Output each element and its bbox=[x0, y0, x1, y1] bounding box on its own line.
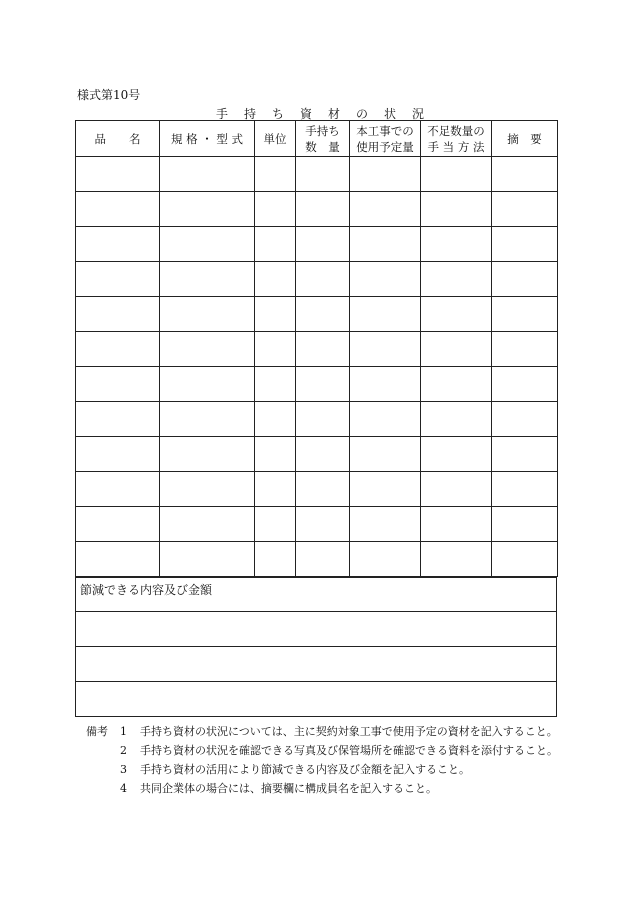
header-shortage-method: 不足数量の 手 当 方 法 bbox=[421, 121, 492, 157]
table-cell[interactable] bbox=[255, 437, 296, 472]
table-cell[interactable] bbox=[492, 402, 558, 437]
table-row bbox=[76, 472, 558, 507]
table-cell[interactable] bbox=[296, 332, 350, 367]
header-remarks: 摘 要 bbox=[492, 121, 558, 157]
table-cell[interactable] bbox=[255, 262, 296, 297]
table-cell[interactable] bbox=[76, 542, 160, 577]
table-cell[interactable] bbox=[350, 262, 421, 297]
table-cell[interactable] bbox=[296, 262, 350, 297]
table-cell[interactable] bbox=[350, 507, 421, 542]
table-cell[interactable] bbox=[160, 472, 255, 507]
table-cell[interactable] bbox=[492, 227, 558, 262]
savings-cell[interactable] bbox=[76, 612, 557, 647]
table-row bbox=[76, 297, 558, 332]
remark-number: 1 bbox=[120, 725, 127, 738]
table-cell[interactable] bbox=[296, 437, 350, 472]
table-cell[interactable] bbox=[492, 157, 558, 192]
table-cell[interactable] bbox=[492, 367, 558, 402]
table-cell[interactable] bbox=[492, 332, 558, 367]
table-cell[interactable] bbox=[421, 542, 492, 577]
table-cell[interactable] bbox=[421, 227, 492, 262]
table-row bbox=[76, 437, 558, 472]
remark-number: 4 bbox=[120, 782, 127, 795]
table-row bbox=[76, 192, 558, 227]
header-item-name: 品 名 bbox=[76, 121, 160, 157]
table-cell[interactable] bbox=[160, 227, 255, 262]
table-cell[interactable] bbox=[255, 157, 296, 192]
table-cell[interactable] bbox=[160, 542, 255, 577]
table-cell[interactable] bbox=[350, 192, 421, 227]
table-cell[interactable] bbox=[296, 227, 350, 262]
savings-table bbox=[75, 611, 557, 717]
table-cell[interactable] bbox=[76, 262, 160, 297]
table-cell[interactable] bbox=[160, 262, 255, 297]
table-cell[interactable] bbox=[350, 332, 421, 367]
table-cell[interactable] bbox=[76, 507, 160, 542]
table-cell[interactable] bbox=[421, 367, 492, 402]
table-cell[interactable] bbox=[255, 192, 296, 227]
table-cell[interactable] bbox=[421, 262, 492, 297]
table-cell[interactable] bbox=[421, 437, 492, 472]
table-row bbox=[76, 507, 558, 542]
table-cell[interactable] bbox=[160, 192, 255, 227]
materials-table bbox=[75, 120, 558, 577]
table-cell[interactable] bbox=[76, 472, 160, 507]
table-cell[interactable] bbox=[255, 227, 296, 262]
table-cell[interactable] bbox=[76, 297, 160, 332]
document-title: 手 持 ち 資 材 の 状 況 bbox=[215, 107, 426, 121]
table-row bbox=[76, 227, 558, 262]
table-cell[interactable] bbox=[76, 402, 160, 437]
table-cell[interactable] bbox=[421, 507, 492, 542]
form-number: 様式第10号 bbox=[77, 88, 141, 102]
header-planned-usage: 本工事での 使用予定量 bbox=[350, 121, 421, 157]
table-cell[interactable] bbox=[76, 157, 160, 192]
savings-cell[interactable] bbox=[76, 647, 557, 682]
table-cell[interactable] bbox=[160, 507, 255, 542]
table-cell[interactable] bbox=[76, 192, 160, 227]
table-cell[interactable] bbox=[492, 472, 558, 507]
table-cell[interactable] bbox=[350, 437, 421, 472]
table-cell[interactable] bbox=[492, 262, 558, 297]
table-cell[interactable] bbox=[350, 472, 421, 507]
table-cell[interactable] bbox=[255, 367, 296, 402]
table-cell[interactable] bbox=[492, 507, 558, 542]
table-cell[interactable] bbox=[350, 157, 421, 192]
header-on-hand-quantity: 手持ち 数 量 bbox=[296, 121, 350, 157]
savings-section bbox=[75, 577, 557, 612]
savings-row bbox=[76, 612, 557, 647]
table-cell[interactable] bbox=[160, 332, 255, 367]
table-cell[interactable] bbox=[296, 402, 350, 437]
table-cell[interactable] bbox=[492, 437, 558, 472]
table-cell[interactable] bbox=[350, 542, 421, 577]
table-cell[interactable] bbox=[76, 227, 160, 262]
table-cell[interactable] bbox=[160, 367, 255, 402]
table-cell[interactable] bbox=[421, 192, 492, 227]
table-cell[interactable] bbox=[296, 297, 350, 332]
remark-number: 3 bbox=[120, 763, 127, 776]
table-cell[interactable] bbox=[421, 472, 492, 507]
table-cell[interactable] bbox=[350, 367, 421, 402]
table-row bbox=[76, 402, 558, 437]
table-row bbox=[76, 262, 558, 297]
table-cell[interactable] bbox=[160, 437, 255, 472]
table-cell[interactable] bbox=[296, 542, 350, 577]
table-cell[interactable] bbox=[492, 297, 558, 332]
table-cell[interactable] bbox=[421, 332, 492, 367]
table-cell[interactable] bbox=[160, 402, 255, 437]
table-cell[interactable] bbox=[296, 367, 350, 402]
table-cell[interactable] bbox=[255, 507, 296, 542]
table-cell[interactable] bbox=[296, 192, 350, 227]
table-cell[interactable] bbox=[160, 297, 255, 332]
table-cell[interactable] bbox=[255, 542, 296, 577]
remark-number: 2 bbox=[120, 744, 127, 757]
table-row bbox=[76, 367, 558, 402]
remark-text: 手持ち資材の状況については、主に契約対象工事で使用予定の資材を記入すること。 bbox=[140, 725, 558, 738]
savings-cell[interactable] bbox=[76, 682, 557, 717]
table-row bbox=[76, 157, 558, 192]
table-cell[interactable] bbox=[421, 297, 492, 332]
table-cell[interactable] bbox=[421, 157, 492, 192]
table-cell[interactable] bbox=[255, 332, 296, 367]
header-spec-model: 規 格 ・ 型 式 bbox=[160, 121, 255, 157]
savings-row bbox=[76, 682, 557, 717]
table-cell[interactable] bbox=[350, 227, 421, 262]
table-cell[interactable] bbox=[492, 192, 558, 227]
header-unit: 単位 bbox=[255, 121, 296, 157]
table-cell[interactable] bbox=[296, 157, 350, 192]
table-cell[interactable] bbox=[350, 402, 421, 437]
table-cell[interactable] bbox=[492, 542, 558, 577]
table-row bbox=[76, 332, 558, 367]
table-cell[interactable] bbox=[76, 437, 160, 472]
remarks-label: 備考 bbox=[86, 725, 108, 738]
table-row bbox=[76, 542, 558, 577]
table-cell[interactable] bbox=[296, 507, 350, 542]
table-cell[interactable] bbox=[255, 297, 296, 332]
savings-row bbox=[76, 647, 557, 682]
remarks-section bbox=[86, 722, 566, 798]
table-cell[interactable] bbox=[421, 402, 492, 437]
table-cell[interactable] bbox=[160, 157, 255, 192]
savings-label: 節減できる内容及び金額 bbox=[80, 583, 213, 597]
table-cell[interactable] bbox=[255, 472, 296, 507]
table-cell[interactable] bbox=[255, 402, 296, 437]
table-cell[interactable] bbox=[350, 297, 421, 332]
table-cell[interactable] bbox=[76, 332, 160, 367]
remark-text: 共同企業体の場合には、摘要欄に構成員名を記入すること。 bbox=[140, 782, 437, 795]
remark-text: 手持ち資材の活用により節減できる内容及び金額を記入すること。 bbox=[140, 763, 470, 776]
table-header-row bbox=[76, 121, 558, 157]
table-cell[interactable] bbox=[296, 472, 350, 507]
table-cell[interactable] bbox=[76, 367, 160, 402]
remark-text: 手持ち資材の状況を確認できる写真及び保管場所を確認できる資料を添付すること。 bbox=[140, 744, 558, 757]
